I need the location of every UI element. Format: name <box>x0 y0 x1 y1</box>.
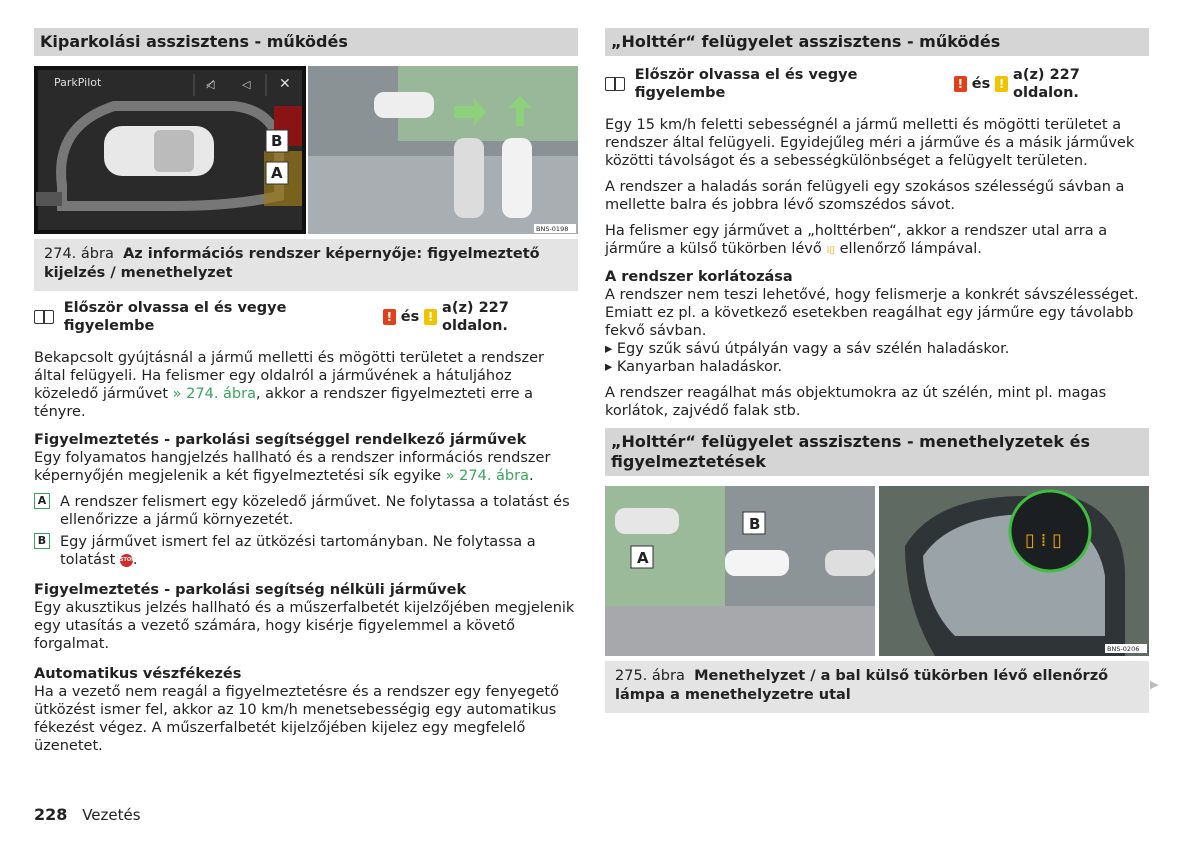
read-first-note <box>34 299 578 335</box>
figure-275 <box>605 486 1149 713</box>
section-title: A rendszer korlátozása <box>605 269 793 285</box>
caption-text: Menethelyzet / a bal külső tükörben lévő ellenőrző lámpa a menethelyzetre utal <box>615 668 1109 703</box>
section-text: Egy akusztikus jelzés hallható és a műszerfalbetét kijelzőjében megjelenik egy utasítás a vezető számára, hogy kisérje figyelemmel a követő forgalmat. <box>34 600 575 652</box>
figure-caption <box>34 239 578 291</box>
figure-link[interactable]: » 274. ábra <box>445 468 529 484</box>
warning-yellow-icon: ! <box>424 309 437 325</box>
volume-icon: ◁ <box>242 78 251 91</box>
section-text: A rendszer nem teszi lehetővé, hogy felismerje a konkrét sávszélességet. Emiatt ez pl. a következő esetekben reagálhat egy járműre egy távolabb fekvő sávban. <box>605 287 1139 339</box>
paragraph: A rendszer a haladás során felügyeli egy szokásos szélességű sávban a mellette balra és jobbra lévő szomszédos sávot. <box>605 179 1125 213</box>
figure-code: BNS-0206 <box>1107 645 1140 653</box>
caption-number: 275. ábra <box>615 668 685 684</box>
close-icon: ✕ <box>279 76 291 92</box>
warning-yellow-icon: ! <box>995 76 1008 92</box>
section-text: Ha a vezető nem reagál a figyelmeztetésre és a rendszer egy fenyegető ütközést ismer fel, akkor az 10 km/h menetsebességig egy automatikus fékezést végez. A műszerfalbetét kijelzőjében kijelez egy megfelelő üzenetet. <box>34 684 559 754</box>
page-number: 228 <box>34 805 68 824</box>
read-first-and: és <box>971 76 991 92</box>
approaching-car <box>374 92 434 118</box>
paragraph: A rendszer reagálhat más objektumokra az út szélén, mint pl. magas korlátok, zajvédő falak stb. <box>605 385 1107 419</box>
section-text: Egy folyamatos hangjelzés hallható és a rendszer információs rendszer képernyőjén megjelenik a két figyelmeztetési sík egyike » 274. ábra. <box>34 450 551 484</box>
list-item-a: A A rendszer felismert egy közeledő járművet. Ne folytassa a tolatást és ellenőrizze a jármű környezetét. <box>34 493 578 529</box>
screen-title: ParkPilot <box>54 76 102 89</box>
read-first-text: Először olvassa el és vegye figyelembe <box>634 67 858 101</box>
figure-274-image <box>34 66 578 234</box>
warning-red-icon: ! <box>954 76 967 92</box>
left-column <box>34 28 578 763</box>
next-page-arrow-icon: ▶ <box>1150 678 1159 691</box>
book-icon <box>605 77 625 91</box>
figure-275-image <box>605 486 1149 656</box>
bullet-item: ▸ Egy szűk sávú útpályán vagy a sáv szélén haladáskor. <box>605 341 1010 357</box>
parked-car <box>454 138 484 218</box>
caption-number: 274. ábra <box>44 246 114 262</box>
own-car <box>725 550 789 576</box>
figure-caption <box>605 661 1149 713</box>
item-label-b: B <box>34 533 50 549</box>
read-first-page: a(z) 227 oldalon. <box>442 300 509 334</box>
section-title: Automatikus vészfékezés <box>34 666 242 682</box>
label-b: B <box>749 515 761 533</box>
section-title: Figyelmeztetés - parkolási segítséggel rendelkező járművek <box>34 432 527 448</box>
blind-spot-lamp-icon: ▯ ⁞ ▯ <box>1025 530 1062 551</box>
warning-red-icon: ! <box>383 309 396 325</box>
section-heading: „Holttér“ felügyelet asszisztens - menethelyzetek és figyelmeztetések <box>605 428 1149 476</box>
intro-paragraph: Bekapcsolt gyújtásnál a jármű melletti és mögötti területet a rendszer által felügyeli. Ha felismer egy oldalról a járművének a hátuljához közeledő járművet » 274. ábra, akkor a rendszer figyelmezteti erre a tényre. <box>34 350 545 420</box>
bullet-item: ▸ Kanyarban haladáskor. <box>605 359 783 375</box>
chapter-name: Vezetés <box>82 806 141 824</box>
read-first-text: Először olvassa el és vegye figyelembe <box>63 300 287 334</box>
list-item-b: B Egy járművet ismert fel az ütközési tartományban. Ne folytassa a tolatást STOP. <box>34 533 578 569</box>
read-first-page: a(z) 227 oldalon. <box>1013 67 1080 101</box>
page-footer <box>34 806 141 824</box>
trailer-icon <box>36 192 62 206</box>
label-a: A <box>637 549 649 567</box>
blindspot-car <box>615 508 679 534</box>
read-first-note <box>605 66 1149 102</box>
book-icon <box>34 310 54 324</box>
figure-link[interactable]: » 274. ábra <box>172 386 256 402</box>
item-label-a: A <box>34 493 50 509</box>
mirror-lamp-icon: ⁞▯ <box>826 245 836 256</box>
label-b: B <box>271 132 283 150</box>
section-title: Figyelmeztetés - parkolási segítség nélküli járművek <box>34 582 467 598</box>
read-first-and: és <box>400 309 420 325</box>
paragraph: Ha felismer egy járművet a „holttérben“, akkor a rendszer utal arra a járműre a külső tükörben lévő ⁞▯ ellenőrző lámpával. <box>605 222 1149 260</box>
figure-274 <box>34 66 578 291</box>
figure-code: BNS-0198 <box>536 225 569 233</box>
paragraph: Egy 15 km/h feletti sebességnél a jármű melletti és mögötti területet a rendszer által felügyeli. Egyidejűleg méri a járműve és a másik járművek közötti távolságot és a sebességkülönbséget a felügyelt területen. <box>605 117 1135 169</box>
label-a: A <box>271 164 283 182</box>
reversing-car <box>502 138 532 218</box>
right-column <box>605 28 1149 713</box>
section-heading: Kiparkolási asszisztens - működés <box>34 28 578 56</box>
stop-icon: STOP <box>120 554 133 567</box>
other-car <box>825 550 875 576</box>
caption-text: Az információs rendszer képernyője: figyelmeztető kijelzés / menethelyzet <box>44 246 540 281</box>
section-heading: „Holttér“ felügyelet asszisztens - működés <box>605 28 1149 56</box>
sound-off-icon: ◁̸ <box>206 78 215 91</box>
